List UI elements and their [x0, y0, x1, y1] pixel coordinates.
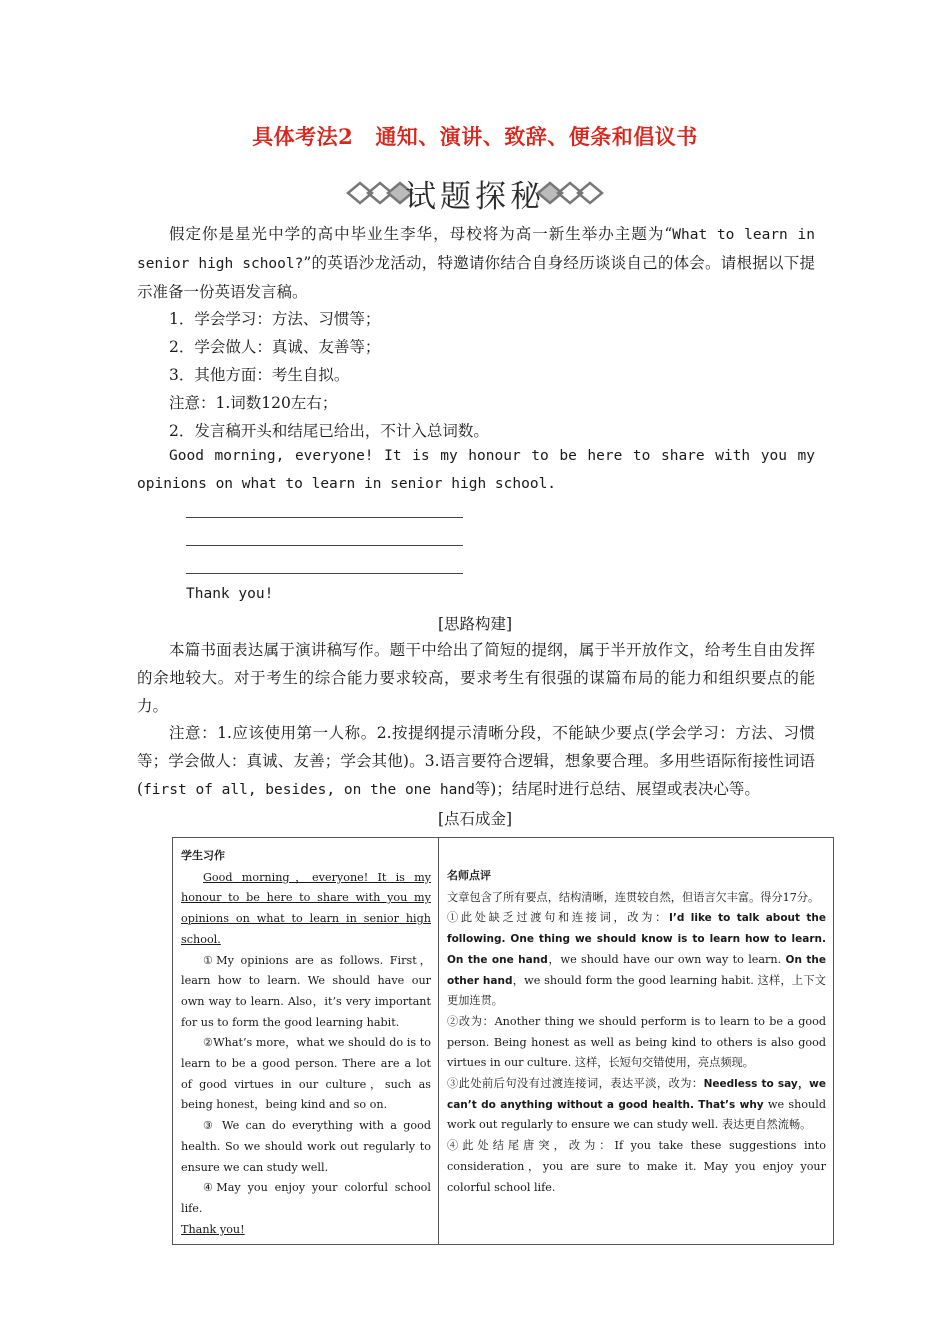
thinking-notes: 注意：1.应该使用第一人称。2.按提纲提示清晰分段，不能缺少要点(学会学习：方法、习惯等；学会做人：真诚、友善；学会其他)。3.语言要符合逻辑，想象要合理。多用些语际衔接性词语(first of all, besides, on the one hand等)；结尾时进行总结、展望或表决心等。 — [137, 724, 815, 798]
speech-closing: Thank you! — [186, 586, 274, 602]
comment-summary: 文章包含了所有要点，结构清晰，连贯较自然，但语言欠丰富。得分17分。 — [447, 890, 820, 904]
essay-paragraph: ①My opinions are as follows. First，learn how to learn. We should have our own way to learn. Also，it’s very important for us to form the good learning habit. — [181, 953, 431, 1029]
section-heading: [点石成金] — [437, 810, 513, 828]
essay-comparison-table — [172, 837, 834, 1245]
student-essay-cell — [173, 838, 439, 1245]
comment-item: ③此处前后句没有过渡连接词，表达平淡，改为：Needless to say，we can’t do anything without a good health. That’s why we should work out regularly to ensure we can study well. 表达更自然流畅。 — [447, 1077, 826, 1132]
page-title: 具体考法2 通知、演讲、致辞、便条和倡议书 — [252, 124, 698, 149]
prompt-item: 2．学会做人：真诚、友善等； — [169, 338, 381, 356]
essay-closing: Thank you! — [181, 1222, 245, 1236]
banner-text: 试题探秘 — [405, 178, 545, 215]
teacher-comment-title: 名师点评 — [447, 869, 491, 882]
prompt-note: 2．发言稿开头和结尾已给出，不计入总词数。 — [169, 422, 489, 440]
prompt-item: 3．其他方面：考生自拟。 — [169, 366, 350, 384]
answer-blank-line — [186, 545, 463, 546]
essay-paragraph: ②What’s more，what we should do is to learn to be a good person. There are a lot of good virtues in our culture，such as being honest，being kind and so on. — [181, 1036, 431, 1112]
answer-blank-line — [186, 517, 463, 518]
essay-paragraph: ④May you enjoy your colorful school life. — [181, 1181, 431, 1215]
thinking-paragraph: 本篇书面表达属于演讲稿写作。题干中给出了简短的提纲，属于半开放作文，给考生自由发挥的余地较大。对于考生的综合能力要求较高，要求考生有很强的谋篇布局的能力和组织要点的能力。 — [137, 641, 815, 715]
speech-opening: Good morning, everyone! It is my honour to be here to share with you my opinions on what to learn in senior high school. — [137, 448, 815, 492]
teacher-comment-cell — [439, 838, 834, 1245]
answer-blank-line — [186, 573, 463, 574]
comment-item: ②改为：Another thing we should perform is to learn to be a good person. Being honest as well as being kind to others is also good virtues in our culture. 这样，长短句交错使用，亮点频现。 — [447, 1014, 826, 1070]
comment-item: ④此处结尾唐突，改为：If you take these suggestions into consideration，you are sure to make it. May you enjoy your colorful school life. — [447, 1139, 826, 1194]
essay-opening: Good morning，everyone! It is my honour to be here to share with you my opinions on what to learn in senior high school. — [181, 870, 431, 946]
student-essay-title: 学生习作 — [181, 849, 225, 862]
section-banner — [340, 170, 610, 216]
prompt-item: 1．学会学习：方法、习惯等； — [169, 310, 381, 328]
prompt-paragraph: 假定你是星光中学的高中毕业生李华，母校将为高一新生举办主题为“What to learn in senior high school?”的英语沙龙活动，特邀请你结合自身经历谈谈自己的体会。请根据以下提示准备一份英语发言稿。 — [137, 225, 815, 301]
prompt-note: 注意：1.词数120左右； — [169, 394, 338, 412]
section-heading: [思路构建] — [437, 615, 513, 633]
essay-paragraph: ③ We can do everything with a good health. So we should work out regularly to ensure we can study well. — [181, 1119, 431, 1174]
comment-item: ①此处缺乏过渡句和连接词，改为：I’d like to talk about the following. One thing we should know is to learn how to learn. On the one hand，we should have our own way to learn. On the other hand，we should form the good learning habit. 这样，上下文更加连贯。 — [447, 911, 826, 1008]
